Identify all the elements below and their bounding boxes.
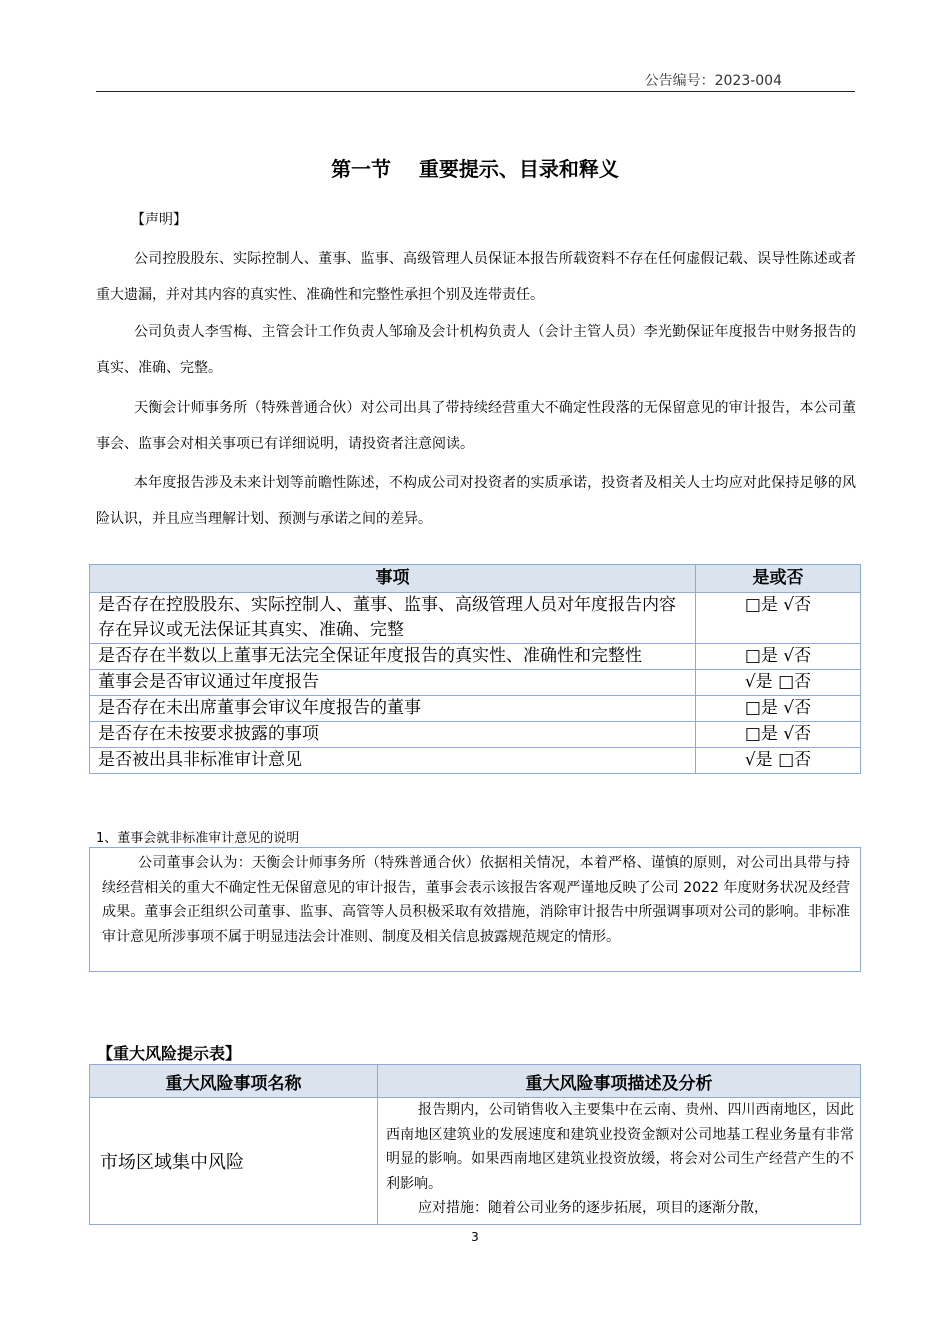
matter-answer: □是 √否 [696,644,861,670]
table-row [90,1098,861,1225]
declaration-paragraph: 公司负责人李雪梅、主管会计工作负责人邹瑜及会计机构负责人（会计主管人员）李光勤保证年度报告中财务报告的真实、准确、完整。 [96,324,856,376]
risk-desc-paragraph: 应对措施：随着公司业务的逐步拓展，项目的逐渐分散， [418,1200,768,1217]
declaration-paragraph: 天衡会计师事务所（特殊普通合伙）对公司出具了带持续经营重大不确定性段落的无保留意见的审计报告，本公司董事会、监事会对相关事项已有详细说明，请投资者注意阅读。 [96,400,856,452]
table-row [90,593,861,644]
matter-item: 是否存在未出席董事会审议年度报告的董事 [90,696,696,722]
table-row [90,748,861,774]
declaration-paragraph: 本年度报告涉及未来计划等前瞻性陈述，不构成公司对投资者的实质承诺，投资者及相关人士均应对此保持足够的风险认识，并且应当理解计划、预测与承诺之间的差异。 [96,475,856,527]
declaration-label: 【声明】 [131,212,187,228]
risk-name: 市场区域集中风险 [90,1098,378,1225]
matter-answer: □是 √否 [696,593,861,644]
matter-answer: □是 √否 [696,696,861,722]
header-divider [96,91,855,92]
risk-desc-paragraph: 报告期内，公司销售收入主要集中在云南、贵州、四川西南地区，因此西南地区建筑业的发展速度和建筑业投资金额对公司地基工程业务量有非常明显的影响。如果西南地区建筑业投资放缓，将会对公司生产经营产生的不利影响。 [386,1102,854,1192]
matter-item: 董事会是否审议通过年度报告 [90,670,696,696]
risk-description [378,1098,861,1225]
page-number: 3 [471,1230,479,1244]
risk-header-name: 重大风险事项名称 [90,1065,378,1098]
matter-answer: √是 □否 [696,670,861,696]
matter-answer: □是 √否 [696,722,861,748]
matter-answer: √是 □否 [696,748,861,774]
board-note-label: 1、董事会就非标准审计意见的说明 [96,831,300,846]
risk-header-desc: 重大风险事项描述及分析 [378,1065,861,1098]
table-row [90,670,861,696]
matters-header-answer: 是或否 [696,565,861,593]
matters-table [89,564,861,774]
matter-item: 是否存在未按要求披露的事项 [90,722,696,748]
section-title: 第一节 重要提示、目录和释义 [331,157,619,181]
matter-item: 是否存在控股股东、实际控制人、董事、监事、高级管理人员对年度报告内容存在异议或无法保证其真实、准确、完整 [90,593,696,644]
risk-table [89,1064,861,1225]
table-row [90,722,861,748]
risk-table-title: 【重大风险提示表】 [97,1044,242,1063]
table-row [90,696,861,722]
board-note-text: 公司董事会认为：天衡会计师事务所（特殊普通合伙）依据相关情况，本着严格、谨慎的原则，对公司出具带与持续经营相关的重大不确定性无保留意见的审计报告，董事会表示该报告客观严谨地反映了公司 2022 年度财务状况及经营成果。董事会正组织公司董事、监事、高管等人员积极采取有效措施，消除审计报告中所强调事项对公司的影响。非标准审计意见所涉事项不属于明显违法会计准则、制度及相关信息披露规范规定的情形。 [89,847,861,972]
matters-header-item: 事项 [90,565,696,593]
matter-item: 是否存在半数以上董事无法完全保证年度报告的真实性、准确性和完整性 [90,644,696,670]
matter-item: 是否被出具非标准审计意见 [90,748,696,774]
report-number: 公告编号：2023-004 [644,73,782,89]
declaration-paragraph: 公司控股股东、实际控制人、董事、监事、高级管理人员保证本报告所载资料不存在任何虚假记载、误导性陈述或者重大遗漏，并对其内容的真实性、准确性和完整性承担个别及连带责任。 [96,251,856,303]
table-row [90,644,861,670]
